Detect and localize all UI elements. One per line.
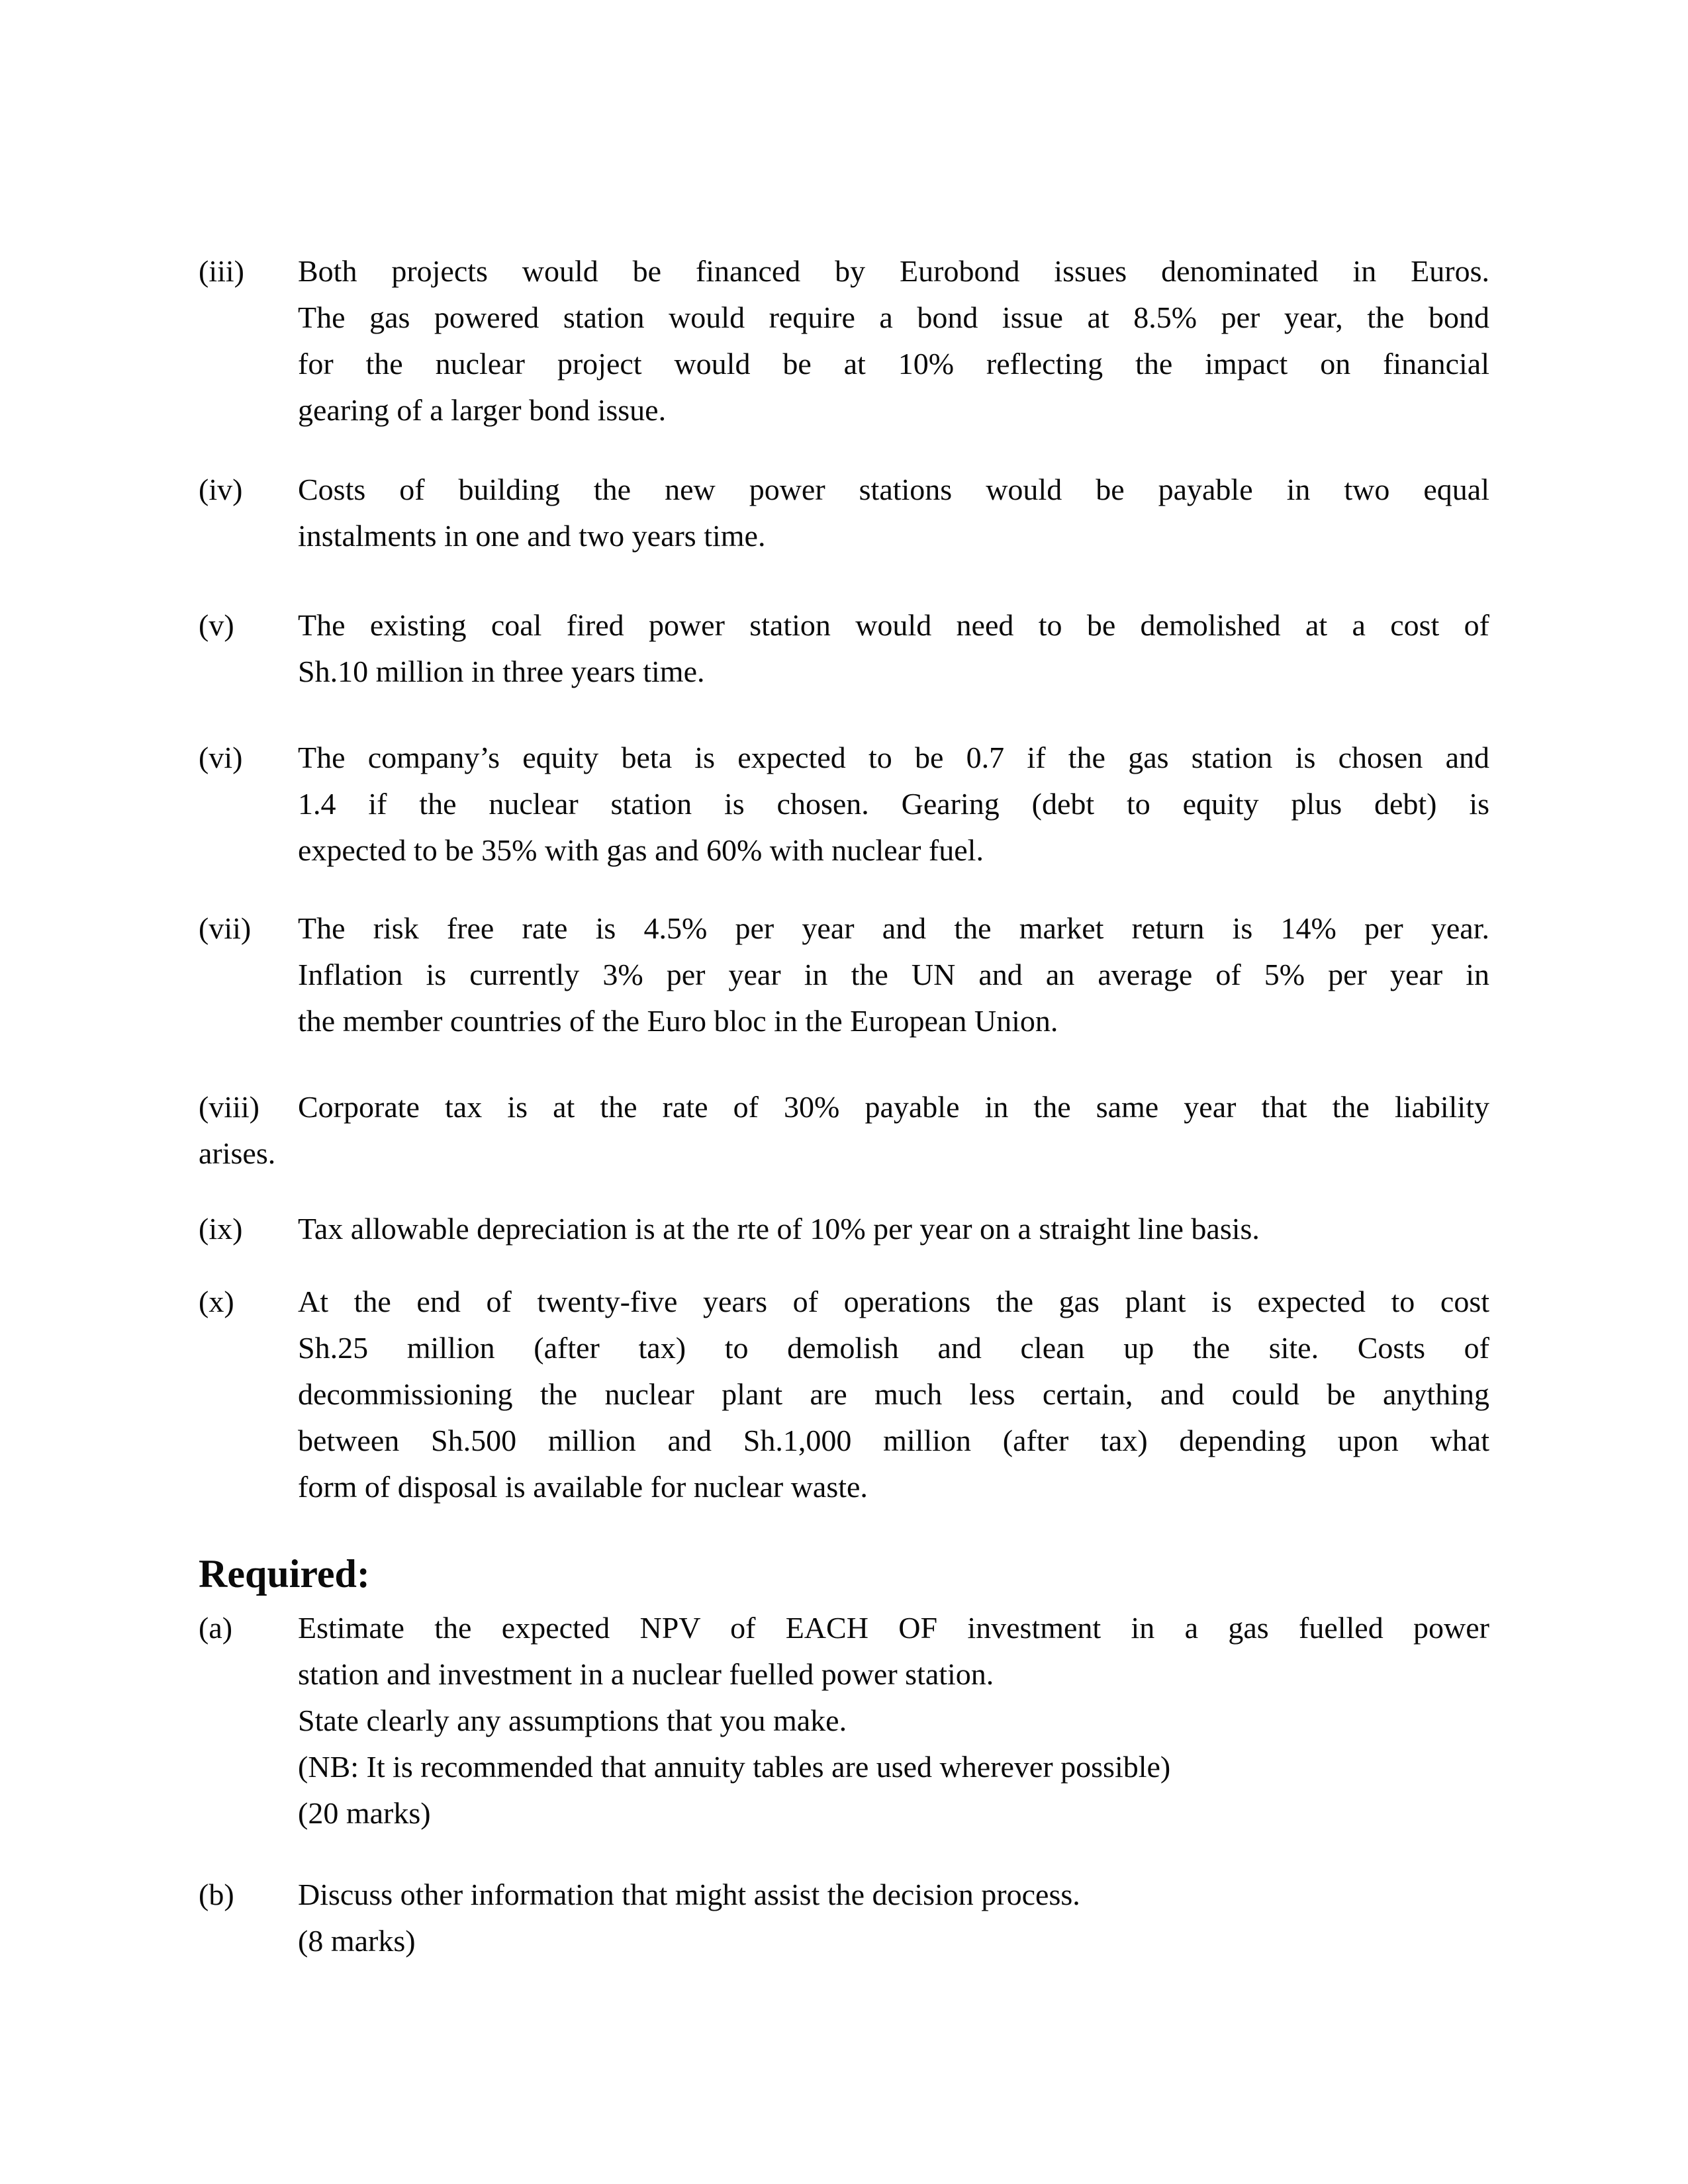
text-line: arises.: [199, 1136, 276, 1170]
list-item-x: [199, 1279, 1489, 1510]
item-body: [199, 1084, 1489, 1177]
required-heading: Required:: [199, 1552, 370, 1596]
text-line: Tax allowable depreciation is at the rte of 10% per year on a straight line basis.: [298, 1212, 1260, 1246]
item-body: [298, 602, 1489, 695]
item-label: (iii): [199, 254, 244, 288]
list-item-vi: [199, 735, 1489, 874]
text-line: At the end of twenty-five years of operations the gas plant is expected to cost: [298, 1285, 1489, 1318]
list-item-iv: [199, 467, 1489, 559]
question-label: (b): [199, 1878, 234, 1911]
text-line: gearing of a larger bond issue.: [298, 393, 667, 427]
item-body: [298, 1206, 1489, 1252]
item-body: [298, 735, 1489, 874]
text-line: Inflation is currently 3% per year in the UN and an average of 5% per year in: [298, 958, 1489, 991]
question-a: [199, 1605, 1489, 1837]
list-item-viii: [199, 1084, 1489, 1177]
item-body: [298, 905, 1489, 1044]
text-line: station and investment in a nuclear fuelled power station.: [298, 1657, 994, 1691]
text-line: Costs of building the new power stations would be payable in two equal: [298, 473, 1489, 506]
item-label: (x): [199, 1285, 234, 1318]
list-item-iii: [199, 248, 1489, 433]
text-line: the member countries of the Euro bloc in the European Union.: [298, 1004, 1058, 1038]
item-label: (ix): [199, 1212, 243, 1246]
item-body: [298, 248, 1489, 433]
text-line: Corporate tax is at the rate of 30% payable in the same year that the liability: [298, 1090, 1489, 1124]
list-item-ix: [199, 1206, 1489, 1252]
item-body: [298, 467, 1489, 559]
text-line: instalments in one and two years time.: [298, 519, 766, 553]
text-line: decommissioning the nuclear plant are much less certain, and could be anything: [298, 1377, 1489, 1411]
item-label: (viii): [199, 1090, 259, 1124]
text-line: 1.4 if the nuclear station is chosen. Gearing (debt to equity plus debt) is: [298, 787, 1489, 821]
question-body: [298, 1872, 1489, 1964]
text-line: State clearly any assumptions that you make.: [298, 1704, 847, 1737]
list-item-vii: [199, 905, 1489, 1044]
text-line: Both projects would be financed by Eurobond issues denominated in Euros.: [298, 254, 1489, 288]
text-line: expected to be 35% with gas and 60% with nuclear fuel.: [298, 833, 984, 867]
item-label: (iv): [199, 473, 243, 506]
question-b: [199, 1872, 1489, 1964]
text-line: Estimate the expected NPV of EACH OF investment in a gas fuelled power: [298, 1611, 1489, 1645]
marks-note: (20 marks): [298, 1796, 431, 1830]
text-line: The gas powered station would require a bond issue at 8.5% per year, the bond: [298, 300, 1489, 334]
text-line: The existing coal fired power station would need to be demolished at a cost of: [298, 608, 1489, 642]
text-line: Sh.10 million in three years time.: [298, 655, 705, 688]
text-line: (NB: It is recommended that annuity tables are used wherever possible): [298, 1750, 1171, 1784]
item-label: (vii): [199, 911, 252, 945]
text-line: between Sh.500 million and Sh.1,000 million (after tax) depending upon what: [298, 1424, 1489, 1457]
text-line: The company’s equity beta is expected to be 0.7 if the gas station is chosen and: [298, 741, 1489, 774]
text-line: form of disposal is available for nuclear waste.: [298, 1470, 868, 1504]
text-line: The risk free rate is 4.5% per year and the market return is 14% per year.: [298, 911, 1489, 945]
item-body: [298, 1279, 1489, 1510]
marks-note: (8 marks): [298, 1924, 416, 1958]
item-label: (v): [199, 608, 234, 642]
text-line: Discuss other information that might assist the decision process.: [298, 1878, 1080, 1911]
item-label: (vi): [199, 741, 243, 774]
text-line: for the nuclear project would be at 10% reflecting the impact on financial: [298, 347, 1489, 381]
question-label: (a): [199, 1611, 233, 1645]
question-body: [298, 1605, 1489, 1837]
text-line: Sh.25 million (after tax) to demolish and clean up the site. Costs of: [298, 1331, 1489, 1365]
list-item-v: [199, 602, 1489, 695]
